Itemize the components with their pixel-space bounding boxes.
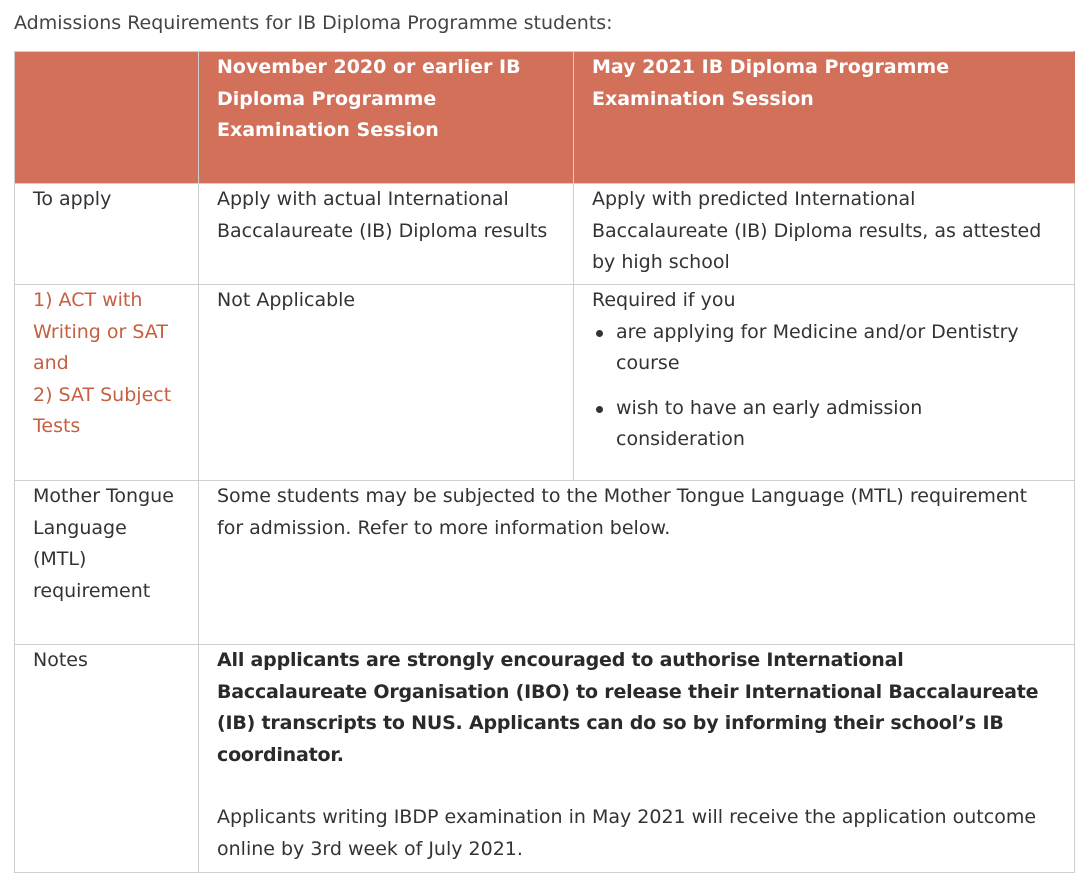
row-label-tests: [15, 285, 199, 481]
ib-requirements-table: [14, 51, 1075, 873]
list-item-text: are applying for Medicine and/or Dentistry course: [616, 320, 1019, 374]
table-row-mtl: [15, 481, 1075, 645]
tests-nov-2020-cell: Not Applicable: [199, 285, 574, 481]
tests-required-list: [592, 317, 1056, 456]
apply-nov-2020-cell: Apply with actual International Baccalaureate (IB) Diploma results: [199, 184, 574, 285]
apply-may-2021-cell: Apply with predicted International Baccalaureate (IB) Diploma results, as attested by high school: [574, 184, 1075, 285]
table-header-row: [15, 52, 1075, 184]
row-label-mtl: Mother Tongue Language (MTL) requirement: [15, 481, 199, 645]
list-item: [616, 393, 1056, 456]
table-row-notes: [15, 645, 1075, 873]
bullet-icon: [596, 406, 603, 413]
notes-outcome-text: Applicants writing IBDP examination in May 2021 will receive the application outcome online by 3rd week of July 2021.: [217, 806, 1037, 860]
header-blank-cell: [15, 52, 199, 184]
header-may-2021-session: May 2021 IB Diploma Programme Examination Session: [574, 52, 1075, 184]
list-item-text: wish to have an early admission consideration: [616, 396, 923, 450]
sat-subject-tests-link[interactable]: 2) SAT Subject Tests: [33, 383, 172, 437]
list-item: [616, 317, 1056, 380]
page-heading: Admissions Requirements for IB Diploma Programme students:: [14, 12, 613, 34]
bullet-icon: [596, 330, 603, 337]
tests-required-intro: Required if you: [592, 289, 736, 311]
header-nov-2020-session: November 2020 or earlier IB Diploma Programme Examination Session: [199, 52, 574, 184]
notes-transcript-text: All applicants are strongly encouraged to authorise International Baccalaureate Organisation (IBO) to release their International Baccalaureate (IB) transcripts to NUS. Applicants can do so by informing their school’s IB coordinator.: [217, 649, 1039, 766]
row-label-notes: Notes: [15, 645, 199, 873]
mtl-requirement-cell: Some students may be subjected to the Mother Tongue Language (MTL) requirement for admission. Refer to more information below.: [199, 481, 1075, 645]
act-sat-link[interactable]: 1) ACT with Writing or SAT and: [33, 289, 168, 374]
table-row-to-apply: [15, 184, 1075, 285]
tests-may-2021-cell: [574, 285, 1075, 481]
row-label-to-apply: To apply: [15, 184, 199, 285]
notes-cell: [199, 645, 1075, 873]
table-row-tests: [15, 285, 1075, 481]
